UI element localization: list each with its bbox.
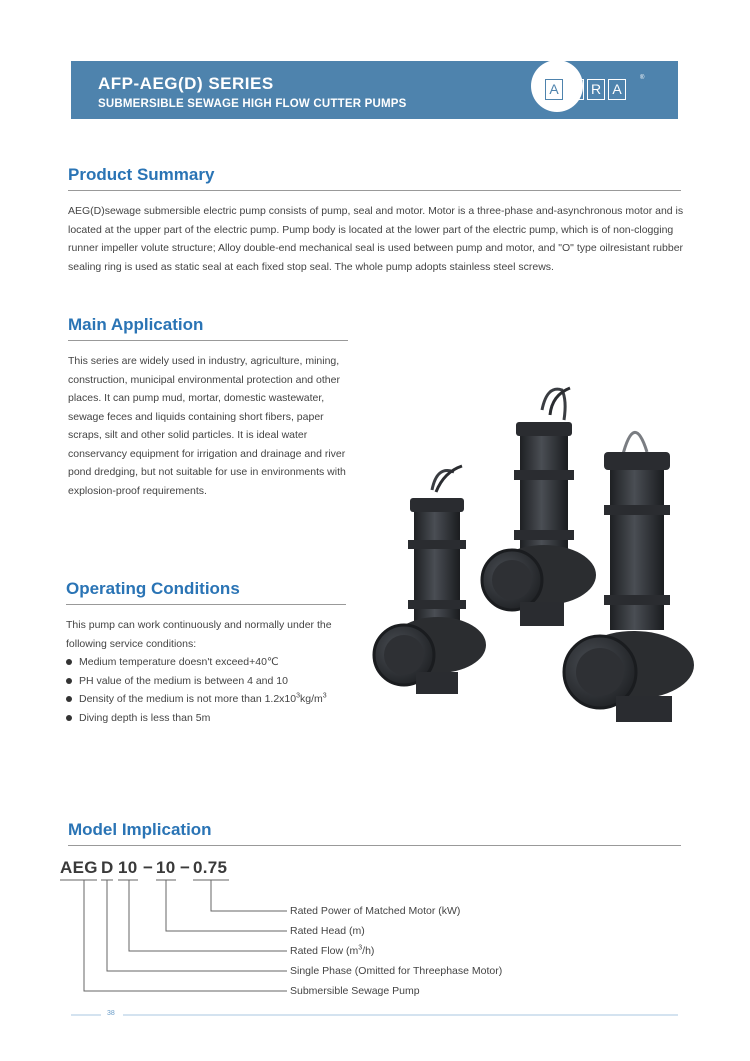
registered-mark: ® (640, 75, 645, 81)
logo-letter: A (608, 79, 626, 100)
pump-left (374, 466, 486, 694)
list-item: Medium temperature doesn't exceed+40℃ (66, 653, 327, 672)
operating-conditions-heading: Operating Conditions (66, 579, 240, 598)
list-item: Diving depth is less than 5m (66, 709, 327, 728)
operating-conditions-intro: This pump can work continuously and normally under the following service conditions: (66, 619, 332, 650)
section-divider (66, 604, 346, 605)
bullet-icon (66, 678, 72, 684)
model-code-phase: D (101, 858, 114, 877)
logo-letter: R (587, 79, 605, 100)
pump-product-image (372, 380, 698, 730)
header-banner (71, 61, 678, 119)
product-summary-heading: Product Summary (68, 165, 215, 184)
bullet-icon (66, 715, 72, 721)
main-application-text: This series are widely used in industry, agriculture, mining, construction, municipal environmental protection and other places. It can pump mud, mortar, domestic wastewater, sewage feces and liquids containing short fibers, paper scraps, silt and other solid particles. It is ideal water conservancy equipment for irrigation and drainage and river pond dredging, but not suitable for use in environments with explosion-proof requirements. (68, 355, 346, 497)
section-divider (68, 340, 348, 341)
bullet-icon (66, 696, 72, 702)
page-number: 38 (107, 1010, 115, 1017)
series-subtitle: SUBMERSIBLE SEWAGE HIGH FLOW CUTTER PUMPS (98, 98, 407, 110)
logo-letter: F (566, 79, 584, 100)
conditions-list (66, 653, 327, 727)
section-divider (68, 845, 681, 846)
bullet-icon (66, 659, 72, 665)
afra-logo (545, 79, 626, 100)
list-item: Density of the medium is not more than $1.2x10^3kg/m^3$ (66, 690, 327, 709)
list-item: PH value of the medium is between 4 and 10 (66, 672, 327, 691)
model-code-power: 0.75 (193, 858, 228, 877)
product-summary-text: AEG(D)sewage submersible electric pump consists of pump, seal and motor. Motor is a three-phase and-asynchronous motor and is located at the upper part of the electric pump. Pump body is located at the lower part of the electric pump, which is of non-clogging runner impeller volute structure; Alloy double-end mechanical seal is used between pump and motor, and "O" type oilresistant rubber sealing ring is used as static seal at each fixed stop seal. The whole pump adopts stainless steel screws. (68, 205, 684, 273)
model-code-dash: − (180, 858, 191, 877)
model-implication-heading: Model Implication (68, 820, 212, 839)
section-divider (68, 190, 681, 191)
model-code-head: 10 (156, 858, 176, 877)
label-single-phase: Single Phase (Omitted for Threephase Motor) (290, 965, 503, 977)
label-rated-head: Rated Head (m) (290, 925, 365, 937)
series-title: AFP-AEG(D) SERIES (98, 74, 274, 93)
label-rated-power: Rated Power of Matched Motor (kW) (290, 905, 461, 917)
logo-letter: A (545, 79, 563, 100)
pump-middle (482, 388, 596, 626)
model-code-prefix: AEG (60, 858, 98, 877)
model-code-dash: − (143, 858, 154, 877)
label-rated-flow: Rated Flow $(m^3/h)$ (290, 944, 375, 957)
main-application-heading: Main Application (68, 315, 204, 334)
model-code-flow: 10 (118, 858, 138, 877)
label-submersible-pump: Submersible Sewage Pump (290, 985, 420, 997)
